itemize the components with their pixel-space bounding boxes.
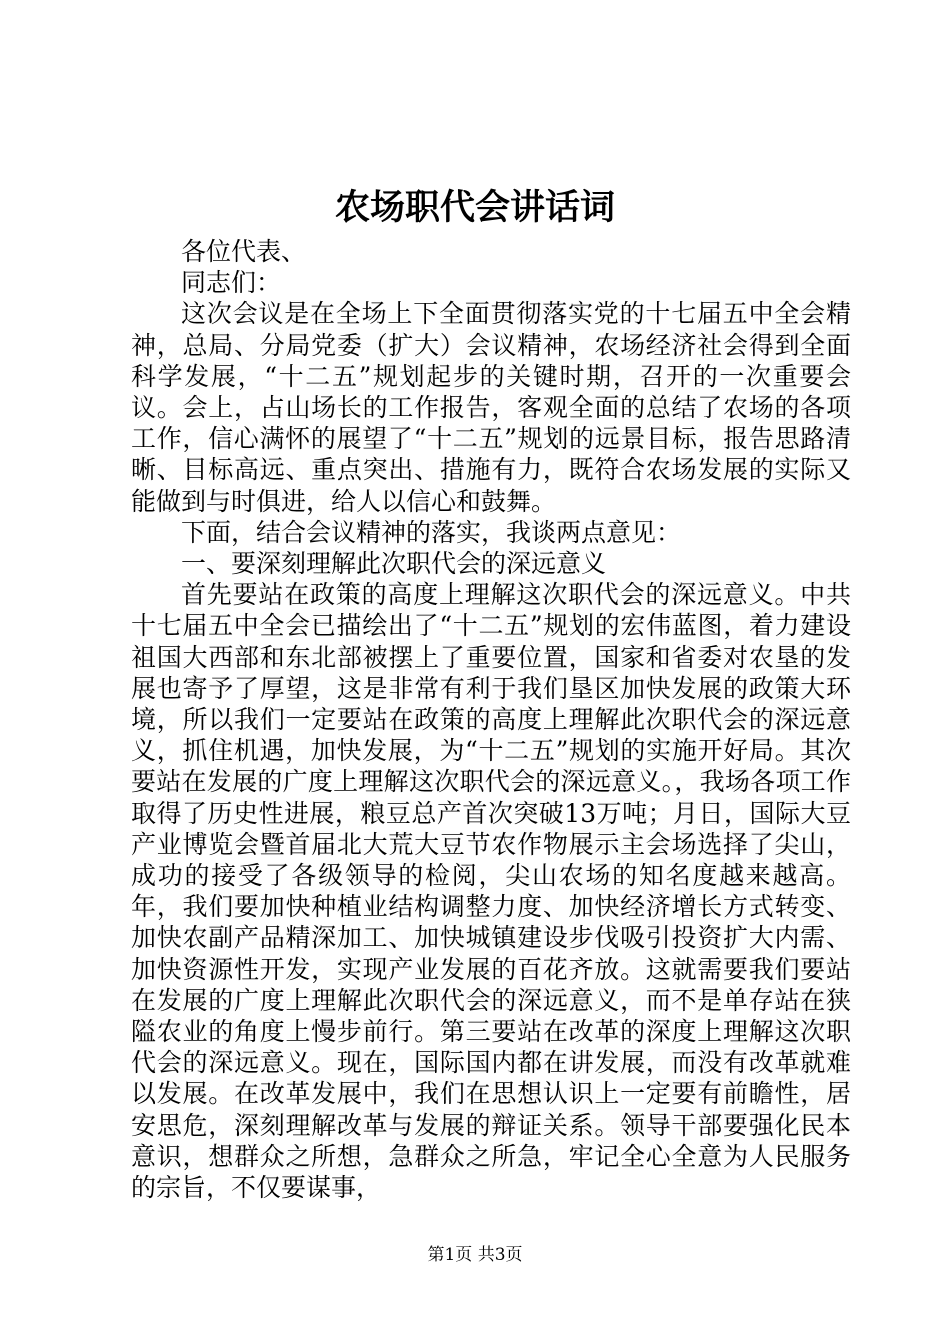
salutation-line-2: 同志们： [181, 268, 282, 298]
document-body [131, 236, 851, 1203]
section-heading: 一、要深刻理解此次职代会的深远意义 [181, 549, 607, 579]
body-paragraph: 下面，结合会议精神的落实，我谈两点意见： [181, 517, 682, 547]
body-paragraph: 这次会议是在全场上下全面贯彻落实党的十七届五中全会精神，总局、分局党委（扩大）会议精神，农场经济社会得到全面科学发展，“十二五”规划起步的关键时期，召开的一次重要会议。会上，占山场长的工作报告，客观全面的总结了农场的各项工作，信心满怀的展望了“十二五”规划的远景目标，报告思路清晰、目标高远、重点突出、措施有力，既符合农场发展的实际又能做到与时俱进，给人以信心和鼓舞。 [131, 299, 851, 516]
document-title: 农场职代会讲话词 [334, 187, 615, 228]
salutation-line-1: 各位代表、 [181, 237, 307, 266]
page-footer: 第1页 共3页 [427, 1245, 523, 1265]
body-paragraph: 首先要站在政策的高度上理解这次职代会的深远意义。中共十七届五中全会已描绘出了“十二五”规划的宏伟蓝图，着力建设祖国大西部和东北部被摆上了重要位置，国家和省委对农垦的发展也寄予了厚望，这是非常有利于我们垦区加快发展的政策大环境，所以我们一定要站在政策的高度上理解此次职代会的深远意义，抓住机遇，加快发展，为“十二五”规划的实施开好局。其次要站在发展的广度上理解这次职代会的深远意义。，我场各项工作取得了历史性进展，粮豆总产首次突破13万吨；月日，国际大豆产业博览会暨首届北大荒大豆节农作物展示主会场选择了尖山，成功的接受了各级领导的检阅，尖山农场的知名度越来越高。年，我们要加快种植业结构调整力度、加快经济增长方式转变、加快农副产品精深加工、加快城镇建设步伐吸引投资扩大内需、加快资源性开发，实现产业发展的百花齐放。这就需要我们要站在发展的广度上理解此次职代会的深远意义，而不是单存站在狭隘农业的角度上慢步前行。第三要站在改革的深度上理解这次职代会的深远意义。现在，国际国内都在讲发展，而没有改革就难以发展。在改革发展中，我们在思想认识上一定要有前瞻性，居安思危，深刻理解改革与发展的辩证关系。领导干部要强化民本意识，想群众之所想，急群众之所急，牢记全心全意为人民服务的宗旨，不仅要谋事， [131, 580, 851, 1203]
